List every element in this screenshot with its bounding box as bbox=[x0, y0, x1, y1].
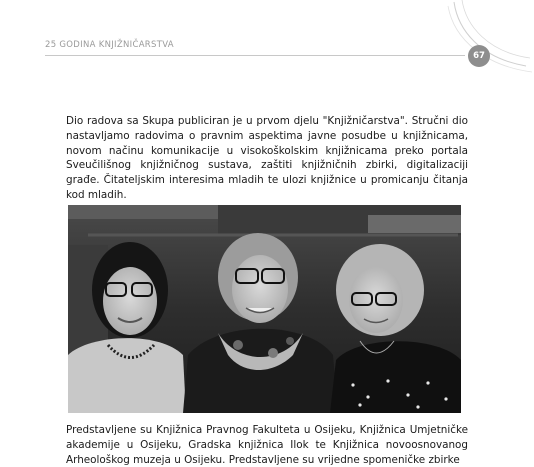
page-number-badge: 67 bbox=[468, 45, 490, 67]
decorative-curves bbox=[440, 0, 534, 75]
libraries-paragraph: Predstavljene su Knjižnica Pravnog Fakulteta u Osijeku, Knjižnica Umjetničke akademije u Osijeku, Gradska knjižnica Ilok te Knjižnica novoosnovanog Arheološkog muzeja u Osijeku. Predstavljene su vrijedne spomeničke zbirke bbox=[66, 424, 468, 466]
header-divider bbox=[45, 55, 465, 56]
intro-paragraph: Dio radova sa Skupa publiciran je u prvom djelu "Knjižničarstva". Stručni dio nastavljamo radovima o pravnim aspektima javne posudbe u knjižnicama, novom načinu komunikacije u visokoškolskim knjižnicama preko portala Sveučilišnog knjižničnog sustava, zaštiti knjižničnih zbirki, digitalizaciji građe. Čitateljskim interesima mladih te ulozi knjižnice u promicanju čitanja kod mladih. bbox=[66, 115, 468, 201]
running-header-title: 25 GODINA KNJIŽNIČARSTVA bbox=[45, 40, 174, 50]
group-photo bbox=[68, 205, 461, 413]
